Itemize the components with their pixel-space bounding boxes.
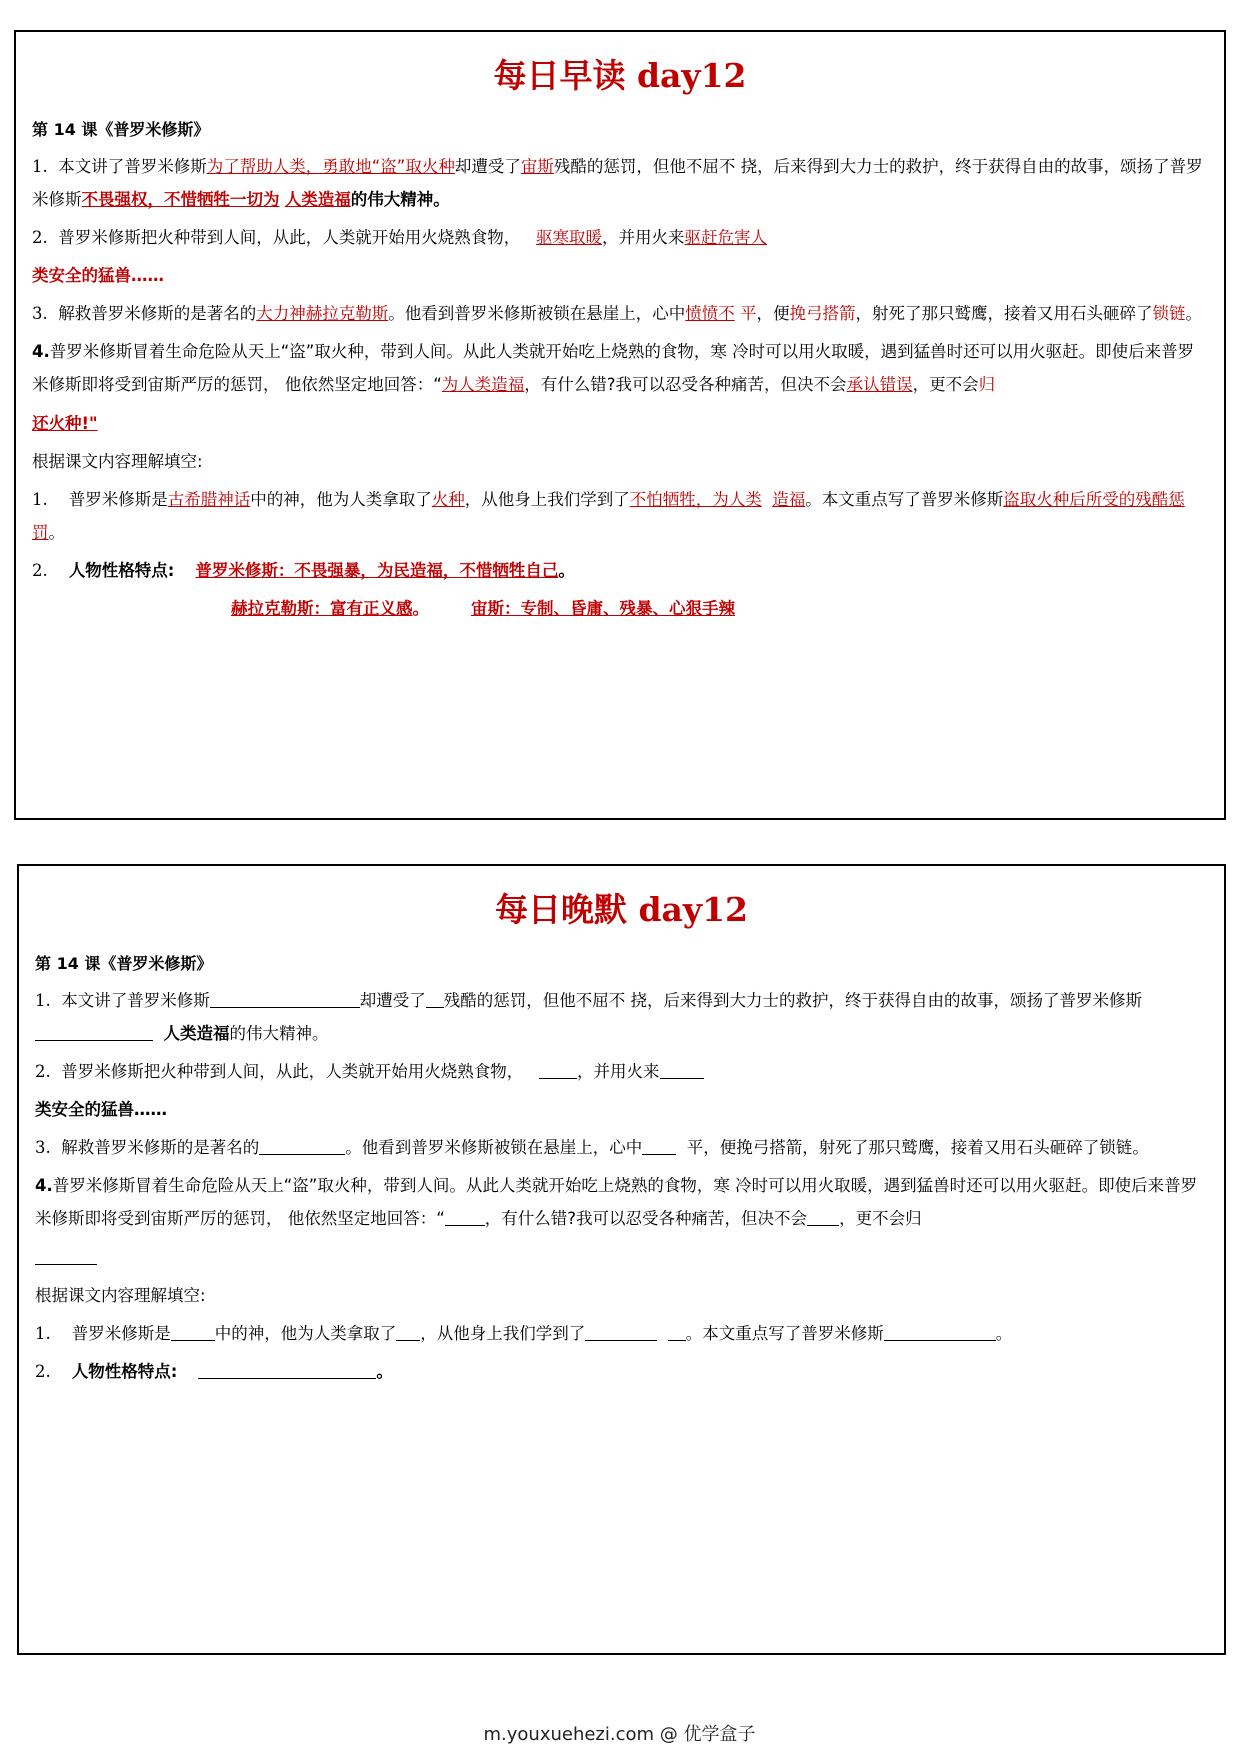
morning-q3-answer: 平 [740,304,757,323]
morning-q1 [32,150,1207,216]
morning-f1-answer: 不怕牺牲，为人类 [629,490,762,509]
morning-f2-label: 人物性格特点: [68,561,175,580]
morning-f2-answer: 宙斯：专制、昏庸、残暴、心狠手辣 [470,599,735,618]
evening-q2 [35,1055,1207,1088]
morning-q1-text: 残酷的惩罚，但他不屈不 挠，后来得到大力士的救护，终于获得自由的故事，颂扬了普罗米修斯 [32,157,1203,209]
morning-content [16,113,1224,625]
morning-q2-text: ，并用火来 [602,228,685,247]
evening-f2-num: 2. [35,1362,51,1381]
evening-fill-1 [35,1317,1207,1350]
morning-q3-text: 。他看到普罗米修斯被锁在悬崖上，心中 [388,304,686,323]
evening-f1-text: 中的神，他为人类拿取了 [214,1324,397,1343]
evening-f2-text: 。 [376,1362,393,1381]
morning-q2-answer: 驱赶危害人 [684,228,767,247]
evening-q2-num: 2. [35,1062,51,1081]
evening-f1-text: 。 [995,1324,1013,1343]
morning-f2-text: 。 [558,561,575,580]
evening-q3-blank[interactable] [259,1136,345,1155]
evening-f1-blank[interactable] [171,1322,215,1341]
morning-q4-num: 4. [32,342,50,361]
evening-q4-text: ，有什么错?我可以忍受各种痛苦，但决不会 [484,1209,808,1228]
morning-f2-num: 2. [32,561,48,580]
evening-q1-blank[interactable] [426,989,444,1008]
morning-q1-answer: 宙斯 [520,157,554,176]
morning-q2-continued: 类安全的猛兽…… [32,266,164,285]
morning-q4-answer: 归 [978,375,996,394]
morning-f1-text: 普罗米修斯是 [68,490,168,509]
morning-q3-answer: 锁链 [1152,304,1186,323]
morning-q4-answer: 为人类造福 [441,375,525,394]
morning-q2-text: 普罗米修斯把火种带到人间，从此，人类就开始用火烧熟食物， [58,228,521,247]
morning-q3-num: 3. [32,304,48,323]
morning-fill-1 [32,483,1207,549]
evening-q4-text: 普罗米修斯冒着生命危险从天上“盗”取火种，带到人间。从此人类就开始吃上烧熟的食物，寒 冷时可以用火取暖，遇到猛兽时还可以用火驱赶。即使后来普罗米修斯即将受到宙斯严厉的惩罚， 他依然坚定地回答：“ [35,1176,1198,1228]
evening-f1-blank[interactable] [396,1322,420,1341]
evening-q4-continued [35,1241,1207,1274]
evening-q4 [35,1169,1207,1235]
morning-q4-answer: 承认错误 [846,375,913,394]
morning-f1-answer: 盗取火种后所受的残酷惩罚 [32,490,1185,542]
morning-q1-answer: 不畏强权，不惜牺牲一切为 [81,190,280,209]
morning-q1-answer: 为了帮助人类，勇敢地“盗”取火种 [206,157,455,176]
evening-fill-2 [35,1355,1207,1388]
evening-q4-text: ，更不会 [839,1209,906,1228]
morning-q4-continued: 还火种!" [32,414,98,433]
evening-q1-text: 残酷的惩罚，但他不屈不 挠，后来得到大力士的救护，终于获得自由的故事，颂扬了普罗米修斯 [443,991,1142,1010]
morning-reading-panel [14,30,1226,820]
morning-q1-text: 的伟大精神。 [350,190,450,209]
evening-q3-num: 3. [35,1138,51,1157]
evening-q2-continued: 类安全的猛兽…… [35,1100,167,1119]
morning-q3 [32,297,1207,330]
evening-content [19,947,1224,1388]
morning-q3-answer: 挽弓搭箭 [789,304,856,323]
evening-q3 [35,1131,1207,1164]
morning-fill-2-continued [32,592,1207,625]
morning-f1-text: ，从他身上我们学到了 [464,490,630,509]
morning-fill-heading: 根据课文内容理解填空: [32,452,203,471]
evening-q2-blank[interactable] [660,1060,704,1079]
morning-q3-answer: 愤愤不 [685,304,735,323]
morning-q4-text: ，有什么错?我可以忍受各种痛苦，但决不会 [524,375,847,394]
morning-q4 [32,335,1207,401]
morning-f1-answer: 造福 [772,490,806,509]
evening-q2-text: ，并用火来 [577,1062,660,1081]
evening-q3-blank[interactable] [642,1136,676,1155]
evening-q3-text: 。他看到普罗米修斯被锁在悬崖上，心中 [345,1138,643,1157]
evening-f1-num: 1. [35,1324,51,1343]
evening-lesson-title: 第 14 课《普罗米修斯》 [35,954,213,973]
evening-q1-text: 的伟大精神。 [229,1024,329,1043]
morning-q1-num: 1. [32,157,48,176]
morning-lesson-title: 第 14 课《普罗米修斯》 [32,120,210,139]
evening-f1-text: 。本文重点写了普罗米修斯 [685,1324,884,1343]
morning-f2-answer: 赫拉克勒斯：富有正义感 [231,599,413,618]
morning-q2-answer: 驱寒取暖 [536,228,602,247]
evening-q4-blank[interactable] [35,1246,97,1265]
evening-q1-num: 1. [35,991,51,1010]
morning-title: 每日早读 day12 [493,56,747,95]
evening-q4-blank[interactable] [445,1207,485,1226]
morning-q3-text: ，便 [756,304,790,323]
morning-f1-text: 。 [48,523,65,542]
evening-q4-text: 归 [905,1209,922,1228]
evening-f1-text: ，从他身上我们学到了 [420,1324,586,1343]
morning-f1-text: 。本文重点写了普罗米修斯 [805,490,1004,509]
morning-fill-2 [32,554,1207,587]
morning-f2-text: 。 [412,599,429,618]
evening-dictation-panel [17,864,1226,1655]
evening-f2-blank[interactable] [198,1360,376,1379]
morning-q4-text: 普罗米修斯冒着生命危险从天上“盗”取火种，带到人间。从此人类就开始吃上烧熟的食物，寒 冷时可以用火取暖，遇到猛兽时还可以用火驱赶。即使后来普罗米修斯即将受到宙斯严厉的惩罚， 他依然坚定地回答：“ [32,342,1195,394]
morning-q2-num: 2. [32,228,48,247]
evening-q1-text: 本文讲了普罗米修斯 [61,991,210,1010]
evening-q3-text: 平，便挽弓搭箭，射死了那只鹫鹰，接着又用石头砸碎了锁链。 [686,1138,1149,1157]
evening-q2-text: 普罗米修斯把火种带到人间，从此，人类就开始用火烧熟食物， [61,1062,524,1081]
morning-f1-answer: 古希腊神话 [167,490,251,509]
evening-f1-blank[interactable] [585,1322,657,1341]
evening-q1-text: 却遭受了 [359,991,426,1010]
evening-f1-blank[interactable] [668,1322,686,1341]
morning-f1-num: 1. [32,490,48,509]
morning-q1-text: 却遭受了 [454,157,521,176]
evening-q1-blank[interactable] [35,1022,153,1041]
evening-q4-num: 4. [35,1176,53,1195]
morning-q3-answer: 大力神赫拉克勒斯 [256,304,389,323]
evening-q1-text: 人类造福 [163,1024,230,1043]
evening-f1-text: 普罗米修斯是 [71,1324,171,1343]
morning-f2-answer: 普罗米修斯：不畏强暴，为民造福，不惜牺牲自己 [195,561,559,580]
evening-q4-blank[interactable] [807,1207,839,1226]
morning-f1-text: 中的神，他为人类拿取了 [250,490,432,509]
evening-q1 [35,984,1207,1050]
evening-q1-blank[interactable] [210,989,360,1008]
evening-q3-text: 解救普罗米修斯的是著名的 [61,1138,260,1157]
morning-q1-answer: 人类造福 [284,190,351,209]
footer-watermark: m.youxuehezi.com @ 优学盒子 [483,1724,756,1745]
morning-f1-answer: 火种 [431,490,465,509]
morning-q1-text: 本文讲了普罗米修斯 [58,157,207,176]
morning-q3-text: ，射死了那只鹫鹰，接着又用石头砸碎了 [855,304,1153,323]
evening-q2-blank[interactable] [539,1060,577,1079]
morning-q2 [32,221,1207,254]
evening-f2-label: 人物性格特点: [71,1362,178,1381]
morning-q4-text: ，更不会 [912,375,979,394]
evening-title: 每日晚默 day12 [494,890,749,929]
morning-q3-text: 。 [1185,304,1202,323]
evening-fill-heading: 根据课文内容理解填空: [35,1286,206,1305]
morning-q3-text: 解救普罗米修斯的是著名的 [58,304,257,323]
evening-f1-blank[interactable] [884,1322,996,1341]
